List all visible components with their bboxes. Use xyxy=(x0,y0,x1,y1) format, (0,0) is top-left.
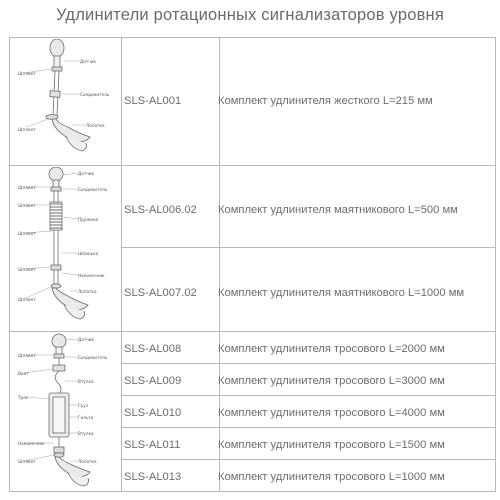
product-description: Комплект удлинителя маятникового L=1000 мм xyxy=(218,287,465,299)
drawing-label: Винт xyxy=(18,371,29,376)
pendulum-extension-drawing xyxy=(12,167,120,327)
table-line xyxy=(495,37,496,492)
product-description: Комплект удлинителя жесткого L=215 мм xyxy=(218,95,433,107)
cable-extension-drawing xyxy=(12,333,120,491)
drawing-label: Соединитель xyxy=(78,187,108,192)
drawing-label: Шпилька xyxy=(78,251,99,256)
drawing-label: Датчик xyxy=(78,171,95,176)
product-code: SLS-AL006.02 xyxy=(124,204,197,216)
drawing-label: Втулка xyxy=(78,379,94,384)
table-line xyxy=(121,395,496,396)
rigid-extension-drawing xyxy=(12,39,120,163)
table-line xyxy=(9,331,496,332)
product-code: SLS-AL011 xyxy=(124,439,181,451)
product-description: Комплект удлинителя тросового L=1500 мм xyxy=(218,439,445,451)
drawing-label: Соединитель xyxy=(80,92,110,97)
table-line xyxy=(121,247,496,248)
drawing-label: Шплинт xyxy=(18,71,36,76)
drawing-label: Шплинт xyxy=(18,459,36,464)
drawing-label: Соединитель xyxy=(78,355,108,360)
drawing-label: Лопатка xyxy=(78,289,97,294)
drawing-label: Лопатка xyxy=(86,123,105,128)
product-code: SLS-AL001 xyxy=(124,95,182,107)
drawing-label: Шплинт xyxy=(18,127,36,132)
drawing-label: Пружина xyxy=(78,217,99,222)
drawing-label: Шплинт xyxy=(18,185,36,190)
table-line xyxy=(9,165,496,166)
product-description: Комплект удлинителя тросового L=2000 мм xyxy=(218,343,445,355)
drawing-label: Трос xyxy=(18,395,29,400)
drawing-label: Шплинт xyxy=(18,231,36,236)
drawing-label: Втулка xyxy=(78,431,94,436)
product-code: SLS-AL013 xyxy=(124,471,182,483)
table-line xyxy=(121,37,122,492)
drawing-label: Гильза xyxy=(78,415,94,420)
product-code: SLS-AL009 xyxy=(124,375,182,387)
product-description: Комплект удлинителя тросового L=1000 мм xyxy=(218,471,445,483)
table-line xyxy=(9,491,496,492)
product-code: SLS-AL010 xyxy=(124,407,182,419)
product-code: SLS-AL007.02 xyxy=(124,287,197,299)
drawing-label: Шплинт xyxy=(18,267,36,272)
table-line xyxy=(9,37,10,492)
drawing-label: Шплинт xyxy=(18,353,36,358)
table-line xyxy=(9,37,496,38)
product-description: Комплект удлинителя тросового L=4000 мм xyxy=(218,407,445,419)
product-description: Комплект удлинителя тросового L=3000 мм xyxy=(218,375,445,387)
drawing-label: Наконечник xyxy=(78,273,105,278)
product-description: Комплект удлинителя маятникового L=500 мм xyxy=(218,204,458,216)
drawing-label: Наконечник xyxy=(18,441,45,446)
product-code: SLS-AL008 xyxy=(124,343,182,355)
drawing-label: Лопатка xyxy=(78,459,97,464)
table-line xyxy=(121,427,496,428)
drawing-label: Груз xyxy=(78,403,88,408)
drawing-label: Датчик xyxy=(80,59,97,64)
drawing-label: Датчик xyxy=(78,337,95,342)
drawing-label: Шплинт xyxy=(18,297,36,302)
table-line xyxy=(121,363,496,364)
table-line xyxy=(121,459,496,460)
drawing-label: Шплинт xyxy=(18,203,36,208)
page-title: Удлинители ротационных сигнализаторов уровня xyxy=(55,6,444,24)
